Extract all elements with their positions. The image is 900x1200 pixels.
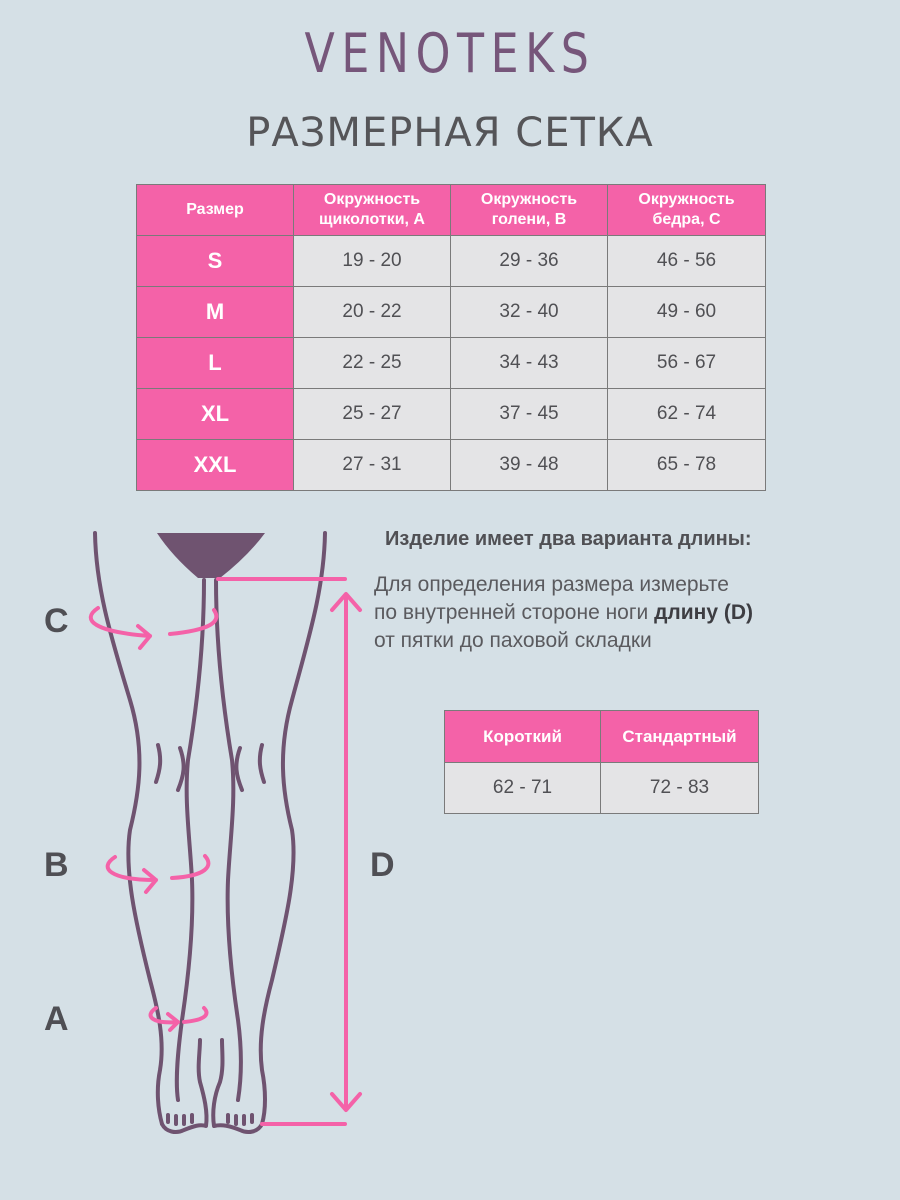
toes — [228, 1115, 252, 1124]
length-note-line3: от пятки до паховой складки — [374, 629, 652, 652]
header-thigh-line1: Окружность — [638, 191, 735, 208]
ankle-cell: 20 - 22 — [294, 287, 451, 338]
left-knee-detail — [178, 748, 184, 790]
header-standard: Стандартный — [601, 711, 759, 763]
length-note-title: Изделие имеет два варианта длины: — [385, 528, 752, 550]
size-cell: XL — [137, 389, 294, 440]
page-title: РАЗМЕРНАЯ СЕТКА — [246, 110, 654, 156]
right-knee-detail — [236, 748, 242, 790]
right-leg-outline-outer — [261, 533, 325, 1124]
thigh-cell: 65 - 78 — [608, 440, 766, 491]
brand-logo: VENOTEKS — [304, 22, 596, 85]
length-note-line1: Для определения размера измерьте — [374, 573, 729, 596]
length-note-line2 — [374, 599, 874, 627]
header-size: Размер — [137, 185, 294, 236]
ankle-cell: 25 - 27 — [294, 389, 451, 440]
ankle-cell: 19 - 20 — [294, 236, 451, 287]
right-leg-outline-inner — [216, 580, 241, 1100]
underwear-shape — [157, 533, 265, 578]
short-length-cell: 62 - 71 — [445, 763, 601, 814]
label-a: A — [44, 1000, 69, 1038]
thigh-cell: 62 - 74 — [608, 389, 766, 440]
ankle-circumference-marker-back — [184, 1008, 207, 1022]
thigh-cell: 46 - 56 — [608, 236, 766, 287]
left-knee-detail — [156, 745, 160, 782]
size-cell: XXL — [137, 440, 294, 491]
right-knee-detail — [260, 745, 264, 782]
label-b: B — [44, 846, 69, 884]
header-thigh — [608, 185, 766, 236]
table-row — [137, 287, 766, 338]
thigh-cell: 56 - 67 — [608, 338, 766, 389]
standard-length-cell: 72 - 83 — [601, 763, 759, 814]
thigh-cell: 49 - 60 — [608, 287, 766, 338]
thigh-circumference-marker — [91, 608, 150, 648]
length-note-text — [374, 571, 874, 655]
header-thigh-line2: бедра, С — [652, 211, 721, 228]
table-row — [137, 389, 766, 440]
toes — [168, 1115, 192, 1124]
ankle-cell: 27 - 31 — [294, 440, 451, 491]
label-c: C — [44, 602, 69, 640]
calf-cell: 39 - 48 — [451, 440, 608, 491]
thigh-circumference-marker-back — [170, 610, 216, 634]
table-row — [137, 236, 766, 287]
size-cell: M — [137, 287, 294, 338]
left-leg-outline-outer — [95, 533, 162, 1124]
header-ankle-line1: Окружность — [323, 191, 421, 208]
table-row — [137, 338, 766, 389]
length-note-line2-prefix: по внутренней стороне ноги — [374, 601, 655, 624]
table-row — [137, 440, 766, 491]
size-cell: S — [137, 236, 294, 287]
calf-cell: 29 - 36 — [451, 236, 608, 287]
length-table — [444, 710, 759, 814]
calf-cell: 37 - 45 — [451, 389, 608, 440]
header-calf-line2: голени, В — [491, 211, 567, 228]
table-row — [445, 763, 759, 814]
header-short: Короткий — [445, 711, 601, 763]
ankle-circumference-marker — [151, 1008, 178, 1030]
size-cell: L — [137, 338, 294, 389]
ankle-cell: 22 - 25 — [294, 338, 451, 389]
header-ankle — [294, 185, 451, 236]
header-calf-line1: Окружность — [480, 191, 578, 208]
label-d: D — [370, 846, 395, 884]
header-calf — [451, 185, 608, 236]
length-note-line2-bold: длину (D) — [654, 601, 754, 624]
calf-cell: 34 - 43 — [451, 338, 608, 389]
length-table-header — [445, 711, 759, 763]
size-table — [136, 184, 766, 491]
calf-cell: 32 - 40 — [451, 287, 608, 338]
size-table-header — [137, 185, 766, 236]
header-ankle-line2: щиколотки, А — [319, 211, 425, 228]
